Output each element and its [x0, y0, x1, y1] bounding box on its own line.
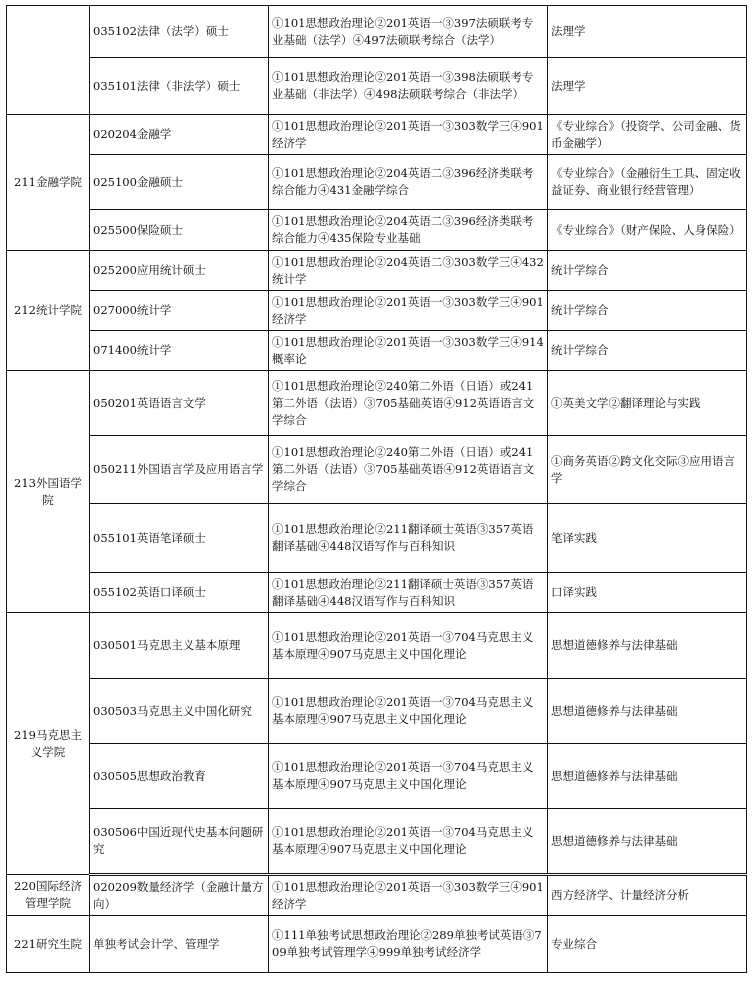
retest-cell: 西方经济学、计量经济分析 [548, 875, 747, 916]
exam-cell: ①101思想政治理论②201英语一③303数学三④901经济学 [269, 291, 548, 331]
exam-cell: ①101思想政治理论②201英语一③704马克思主义基本原理④907马克思主义中国化理论 [269, 744, 548, 809]
major-cell: 030505思想政治教育 [90, 744, 269, 809]
major-cell: 030501马克思主义基本原理 [90, 613, 269, 679]
retest-cell: 《专业综合》（财产保险、人身保险） [548, 210, 747, 251]
major-cell: 020209数量经济学（金融计量方向） [90, 875, 269, 916]
exam-cell: ①101思想政治理论②201英语一③303数学三④914概率论 [269, 331, 548, 371]
major-cell: 055101英语笔译硕士 [90, 504, 269, 573]
table-row [7, 875, 747, 916]
school-cell: 221研究生院 [7, 916, 90, 973]
exam-cell: ①101思想政治理论②204英语二③396经济类联考综合能力④435保险专业基础 [269, 210, 548, 251]
exam-subject-table [6, 5, 747, 973]
retest-cell: 笔译实践 [548, 504, 747, 573]
exam-cell: ①101思想政治理论②201英语一③397法硕联考专业基础（法学）④497法硕联考综合（法学） [269, 6, 548, 58]
major-cell: 030506中国近现代史基本问题研究 [90, 809, 269, 875]
exam-cell: ①101思想政治理论②201英语一③704马克思主义基本原理④907马克思主义中国化理论 [269, 679, 548, 744]
retest-cell: 法理学 [548, 58, 747, 115]
table-row [7, 331, 747, 371]
table-row [7, 573, 747, 613]
table-row [7, 371, 747, 436]
table-row [7, 155, 747, 210]
exam-cell: ①101思想政治理论②211翻译硕士英语③357英语翻译基础④448汉语写作与百科知识 [269, 573, 548, 613]
exam-cell: ①101思想政治理论②201英语一③704马克思主义基本原理④907马克思主义中国化理论 [269, 809, 548, 875]
exam-cell: ①101思想政治理论②201英语一③704马克思主义基本原理④907马克思主义中国化理论 [269, 613, 548, 679]
table-row [7, 809, 747, 875]
major-cell: 025200应用统计硕士 [90, 251, 269, 291]
major-cell: 030503马克思主义中国化研究 [90, 679, 269, 744]
table-row [7, 613, 747, 679]
retest-cell: 口译实践 [548, 573, 747, 613]
table-row [7, 291, 747, 331]
table-row [7, 916, 747, 973]
exam-cell: ①101思想政治理论②201英语一③398法硕联考专业基础（非法学）④498法硕联考综合（非法学） [269, 58, 548, 115]
table-row [7, 58, 747, 115]
exam-cell: ①101思想政治理论②211翻译硕士英语③357英语翻译基础④448汉语写作与百科知识 [269, 504, 548, 573]
school-cell: 212统计学院 [7, 251, 90, 371]
major-cell: 单独考试会计学、管理学 [90, 916, 269, 973]
exam-cell: ①101思想政治理论②240第二外语（日语）或241第二外语（法语）③705基础英语④912英语语言文学综合 [269, 371, 548, 436]
table-row [7, 210, 747, 251]
major-cell: 050211外国语言学及应用语言学 [90, 436, 269, 504]
retest-cell: 思想道德修养与法律基础 [548, 744, 747, 809]
major-cell: 020204金融学 [90, 115, 269, 155]
exam-cell: ①101思想政治理论②201英语一③303数学三④901经济学 [269, 875, 548, 916]
retest-cell: ①英美文学②翻译理论与实践 [548, 371, 747, 436]
retest-cell: 思想道德修养与法律基础 [548, 679, 747, 744]
school-cell: 211金融学院 [7, 115, 90, 251]
school-cell: 220国际经济管理学院 [7, 875, 90, 916]
major-cell: 025500保险硕士 [90, 210, 269, 251]
major-cell: 050201英语语言文学 [90, 371, 269, 436]
exam-cell: ①101思想政治理论②204英语二③303数学三④432统计学 [269, 251, 548, 291]
table-row [7, 251, 747, 291]
exam-cell: ①101思想政治理论②201英语一③303数学三④901经济学 [269, 115, 548, 155]
major-cell: 025100金融硕士 [90, 155, 269, 210]
table-row [7, 744, 747, 809]
retest-cell: 统计学综合 [548, 331, 747, 371]
retest-cell: 思想道德修养与法律基础 [548, 809, 747, 875]
exam-cell: ①101思想政治理论②204英语二③396经济类联考综合能力④431金融学综合 [269, 155, 548, 210]
exam-cell: ①101思想政治理论②240第二外语（日语）或241第二外语（法语）③705基础英语④912英语语言文学综合 [269, 436, 548, 504]
table-row [7, 436, 747, 504]
school-cell: 213外国语学院 [7, 371, 90, 613]
school-cell: 219马克思主义学院 [7, 613, 90, 875]
major-cell: 071400统计学 [90, 331, 269, 371]
table-row [7, 115, 747, 155]
major-cell: 027000统计学 [90, 291, 269, 331]
table-row [7, 679, 747, 744]
retest-cell: ①商务英语②跨文化交际③应用语言学 [548, 436, 747, 504]
table-row [7, 6, 747, 58]
table-row [7, 504, 747, 573]
retest-cell: 思想道德修养与法律基础 [548, 613, 747, 679]
exam-cell: ①111单独考试思想政治理论②289单独考试英语③709单独考试管理学④999单独考试经济学 [269, 916, 548, 973]
school-cell [7, 6, 90, 115]
retest-cell: 专业综合 [548, 916, 747, 973]
major-cell: 035102法律（法学）硕士 [90, 6, 269, 58]
retest-cell: 法理学 [548, 6, 747, 58]
major-cell: 055102英语口译硕士 [90, 573, 269, 613]
retest-cell: 《专业综合》（金融衍生工具、固定收益证券、商业银行经营管理） [548, 155, 747, 210]
major-cell: 035101法律（非法学）硕士 [90, 58, 269, 115]
retest-cell: 统计学综合 [548, 251, 747, 291]
retest-cell: 统计学综合 [548, 291, 747, 331]
retest-cell: 《专业综合》（投资学、公司金融、货币金融学） [548, 115, 747, 155]
